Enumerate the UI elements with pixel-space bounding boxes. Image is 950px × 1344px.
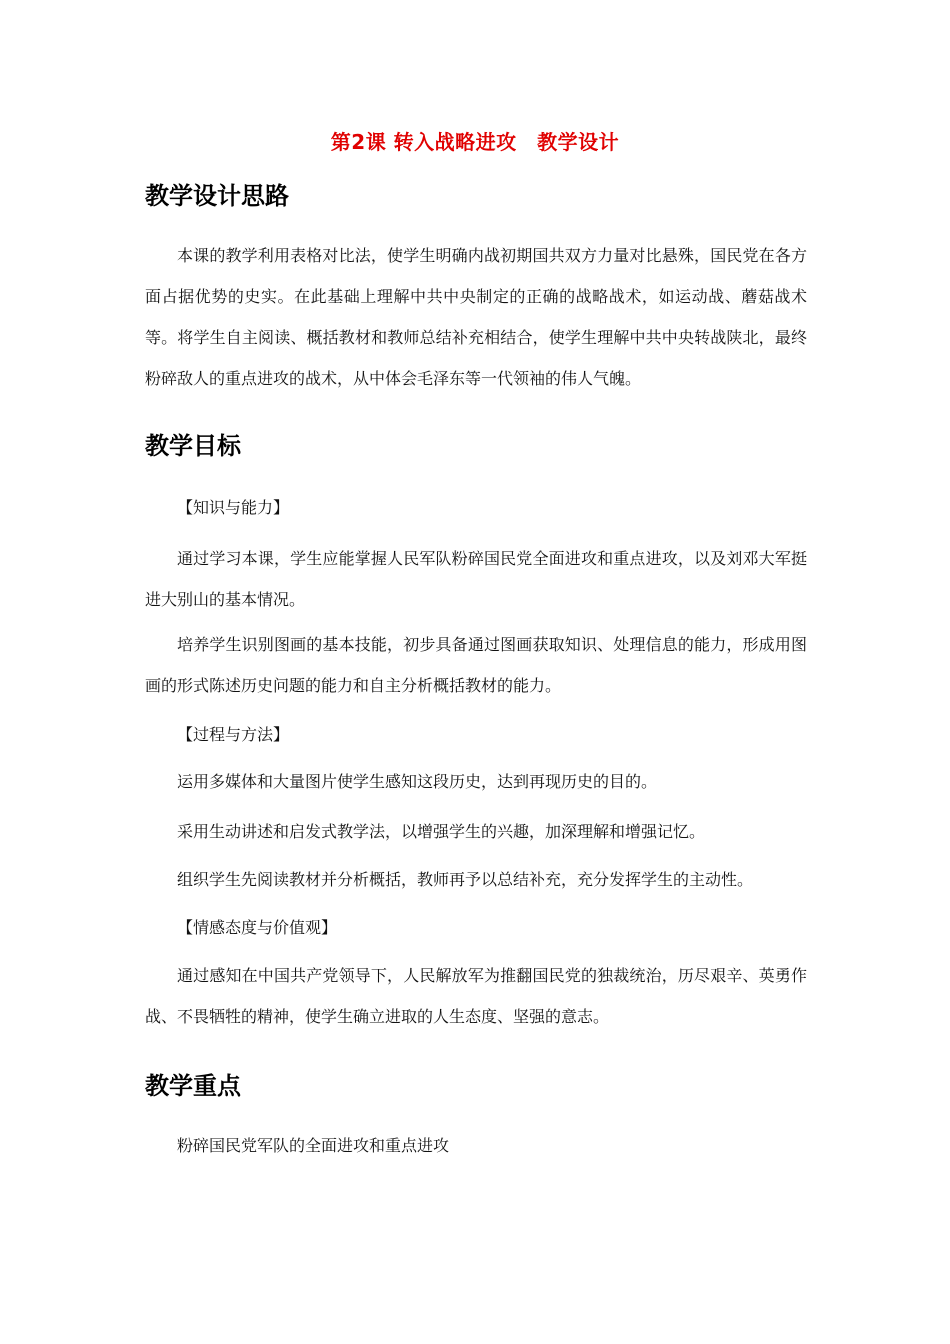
process-item-2: 采用生动讲述和启发式教学法，以增强学生的兴趣，加深理解和增强记忆。	[177, 822, 706, 841]
process-item-1: 运用多媒体和大量图片使学生感知这段历史，达到再现历史的目的。	[177, 772, 658, 791]
emotion-values-label: 【情感态度与价值观】	[177, 918, 338, 937]
knowledge-paragraph-1: 通过学习本课，学生应能掌握人民军队粉碎国民党全面进攻和重点进攻，以及刘邓大军挺进大别山的基本情况。	[145, 549, 807, 609]
design-thinking-paragraph: 本课的教学利用表格对比法，使学生明确内战初期国共双方力量对比悬殊，国民党在各方面占据优势的史实。在此基础上理解中共中央制定的正确的战略战术，如运动战、蘑菇战术等。将学生自主阅读、概括教材和教师总结补充相结合，使学生理解中共中央转战陕北，最终粉碎敌人的重点进攻的战术，从中体会毛泽东等一代领袖的伟人气魄。	[145, 246, 807, 388]
knowledge-paragraph-2: 培养学生识别图画的基本技能，初步具备通过图画获取知识、处理信息的能力，形成用图画的形式陈述历史问题的能力和自主分析概括教材的能力。	[145, 635, 807, 695]
knowledge-ability-label: 【知识与能力】	[177, 498, 290, 517]
process-item-3: 组织学生先阅读教材并分析概括，教师再予以总结补充，充分发挥学生的主动性。	[177, 870, 754, 889]
section-heading-key-points: 教学重点	[145, 1072, 241, 1100]
emotion-paragraph: 通过感知在中国共产党领导下，人民解放军为推翻国民党的独裁统治，历尽艰辛、英勇作战、不畏牺牲的精神，使学生确立进取的人生态度、坚强的意志。	[145, 966, 807, 1026]
key-points-text: 粉碎国民党军队的全面进攻和重点进攻	[177, 1136, 450, 1155]
section-heading-design-thinking: 教学设计思路	[145, 182, 289, 210]
document-title: 第2课 转入战略进攻 教学设计	[330, 130, 620, 154]
section-heading-teaching-goals: 教学目标	[145, 432, 241, 460]
process-method-label: 【过程与方法】	[177, 725, 290, 744]
